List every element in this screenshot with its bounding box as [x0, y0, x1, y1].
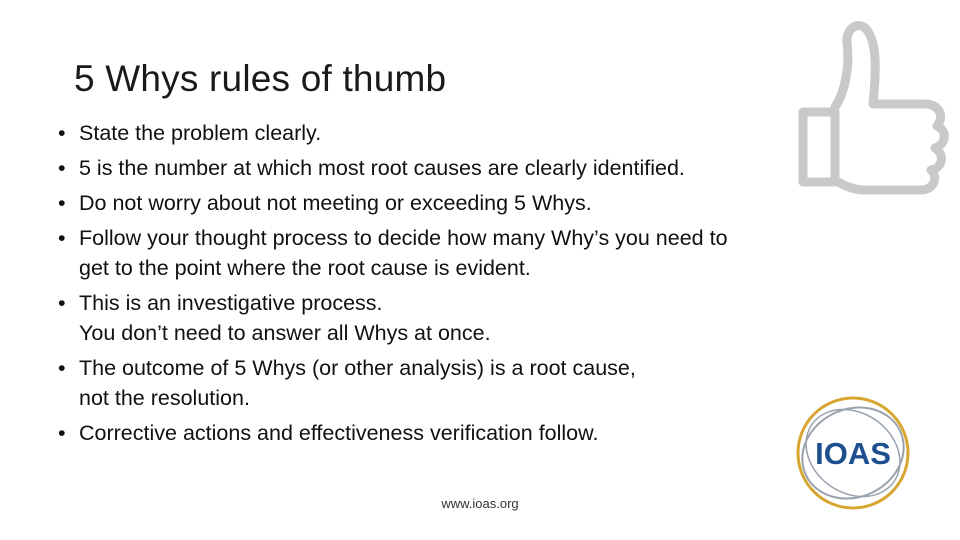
bullet-dot: • [58, 156, 66, 180]
bullet-item [58, 288, 878, 348]
bullet-text: You don’t need to answer all Whys at once. [79, 321, 491, 345]
bullet-dot: • [58, 421, 66, 445]
logo-text: IOAS [815, 436, 891, 471]
bullet-text: State the problem clearly. [79, 121, 322, 145]
bullet-text: get to the point where the root cause is evident. [79, 256, 531, 280]
bullet-text: not the resolution. [79, 386, 250, 410]
bullet-item [58, 153, 878, 183]
bullet-text: This is an investigative process. [79, 291, 383, 315]
footer-url[interactable]: www.ioas.org [441, 496, 519, 511]
bullet-text: Follow your thought process to decide how many Why’s you need to [79, 226, 728, 250]
bullet-text: Do not worry about not meeting or exceeding 5 Whys. [79, 191, 592, 215]
bullet-dot: • [58, 291, 66, 315]
bullet-dot: • [58, 226, 66, 250]
bullet-item [58, 418, 878, 448]
slide-title: 5 Whys rules of thumb [74, 58, 447, 99]
thumbs-up-icon [795, 12, 955, 197]
bullet-dot: • [58, 121, 66, 145]
bullet-item [58, 188, 878, 218]
bullet-item [58, 223, 878, 283]
bullet-dot: • [58, 356, 66, 380]
bullet-text: Corrective actions and effectiveness verification follow. [79, 421, 599, 445]
bullet-text: The outcome of 5 Whys (or other analysis) is a root cause, [79, 356, 636, 380]
bullet-dot: • [58, 191, 66, 215]
bullet-list [58, 118, 878, 453]
bullet-item [58, 353, 878, 413]
bullet-item [58, 118, 878, 148]
bullet-text: 5 is the number at which most root causes are clearly identified. [79, 156, 685, 180]
